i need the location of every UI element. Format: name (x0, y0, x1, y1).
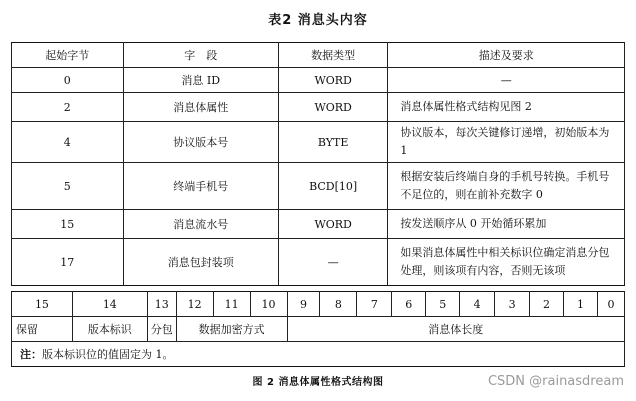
cell-start-byte: 15 (12, 210, 124, 239)
cell-data-type: — (278, 239, 388, 286)
bit-cell: 13 (147, 292, 176, 317)
bit-cell: 3 (495, 292, 530, 317)
cell-data-type: WORD (278, 210, 388, 239)
cell-field: 终端手机号 (123, 163, 278, 210)
note-row (12, 342, 625, 367)
table-row (12, 93, 625, 122)
table-row (12, 210, 625, 239)
figure-caption: 图 2 消息体属性格式结构图 (252, 377, 384, 388)
bit-cell: 6 (392, 292, 426, 317)
field-subpackage: 分包 (147, 317, 176, 342)
bit-cell: 11 (213, 292, 250, 317)
bit-field-row (12, 317, 625, 342)
bit-number-row (12, 292, 625, 317)
table-row (12, 122, 625, 163)
bit-cell: 8 (320, 292, 357, 317)
table-row (12, 68, 625, 93)
bit-cell: 14 (72, 292, 147, 317)
col-header-data-type: 数据类型 (278, 43, 388, 68)
cell-start-byte: 0 (12, 68, 124, 93)
field-reserved: 保留 (12, 317, 73, 342)
col-header-start-byte: 起始字节 (12, 43, 124, 68)
cell-description: 如果消息体属性中相关标识位确定消息分包处理，则该项有内容，否则无该项 (388, 239, 625, 286)
bit-cell: 10 (250, 292, 287, 317)
table-title: 表2 消息头内容 (268, 13, 368, 28)
field-encryption: 数据加密方式 (176, 317, 287, 342)
bit-cell: 15 (12, 292, 73, 317)
cell-data-type: BCD[10] (278, 163, 388, 210)
cell-field: 消息流水号 (123, 210, 278, 239)
cell-data-type: BYTE (278, 122, 388, 163)
table-header-row (12, 43, 625, 68)
note-cell (12, 342, 625, 367)
note-label: 注： (20, 348, 42, 361)
col-header-description: 描述及要求 (388, 43, 625, 68)
cell-start-byte: 17 (12, 239, 124, 286)
table-row (12, 239, 625, 286)
cell-description: 根据安装后终端自身的手机号转换。手机号不足位的，则在前补充数字 0 (388, 163, 625, 210)
cell-description: 消息体属性格式结构见图 2 (388, 93, 625, 122)
bit-cell: 7 (357, 292, 392, 317)
cell-description: 按发送顺序从 0 开始循环累加 (388, 210, 625, 239)
cell-field: 消息体属性 (123, 93, 278, 122)
bit-cell: 5 (426, 292, 460, 317)
table-row (12, 163, 625, 210)
cell-start-byte: 4 (12, 122, 124, 163)
cell-data-type: WORD (278, 68, 388, 93)
bit-cell: 12 (176, 292, 213, 317)
cell-start-byte: 2 (12, 93, 124, 122)
bit-cell: 9 (287, 292, 320, 317)
note-text: 版本标识位的值固定为 1。 (42, 348, 174, 361)
bit-cell: 2 (530, 292, 564, 317)
cell-data-type: WORD (278, 93, 388, 122)
cell-description: 协议版本，每次关键修订递增，初始版本为 1 (388, 122, 625, 163)
bit-structure-table (11, 291, 625, 367)
cell-field: 消息 ID (123, 68, 278, 93)
col-header-field: 字 段 (123, 43, 278, 68)
bit-cell: 0 (597, 292, 624, 317)
field-body-length: 消息体长度 (287, 317, 624, 342)
field-version-flag: 版本标识 (72, 317, 147, 342)
cell-description: — (388, 68, 625, 93)
bit-cell: 1 (564, 292, 598, 317)
cell-field: 协议版本号 (123, 122, 278, 163)
watermark: CSDN @rainasdream (487, 374, 624, 389)
message-header-table (11, 42, 625, 286)
cell-field: 消息包封装项 (123, 239, 278, 286)
cell-start-byte: 5 (12, 163, 124, 210)
bit-cell: 4 (460, 292, 495, 317)
